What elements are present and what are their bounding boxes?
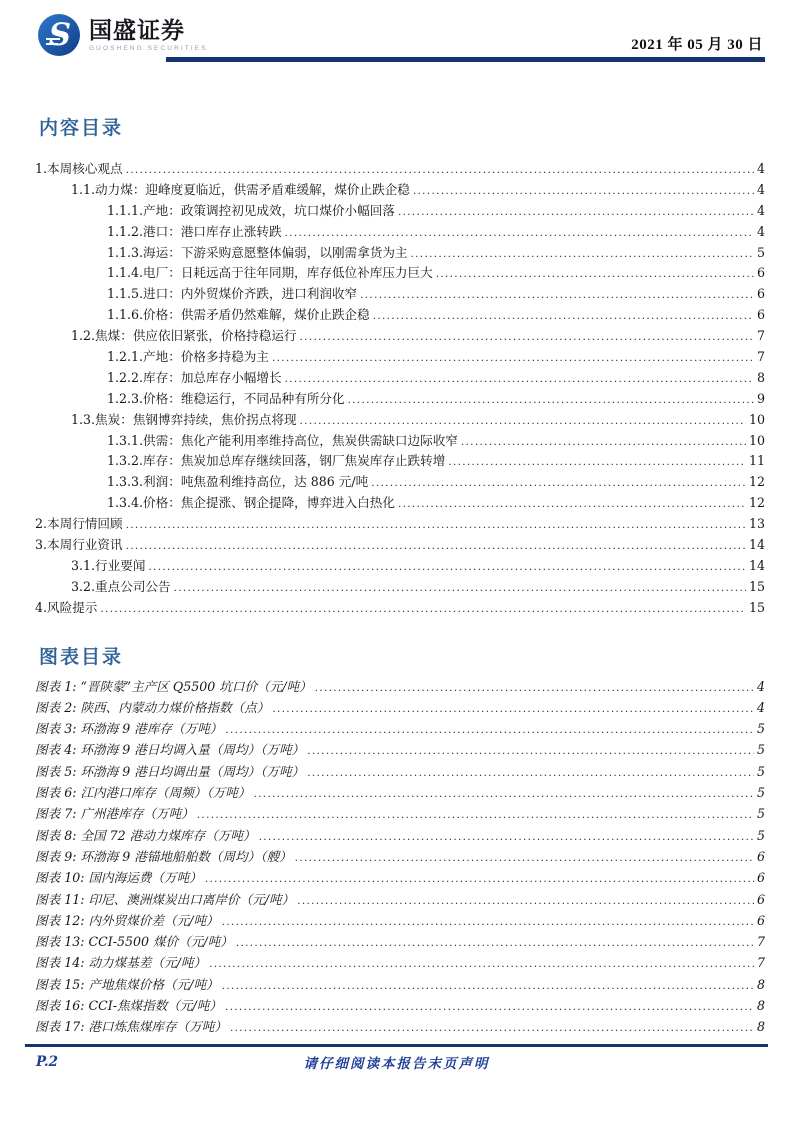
entry-page-number: 6: [756, 265, 765, 281]
figure-entry[interactable]: [35, 910, 765, 931]
toc-entry[interactable]: [35, 158, 765, 179]
entry-label: 图表 3: 环渤海 9 港库存（万吨）: [35, 721, 223, 737]
entry-label: 3.2.重点公司公告: [71, 578, 171, 594]
entry-label: 1.3.2.库存：焦炭加总库存继续回落，钢厂焦炭库存止跌转增: [107, 453, 446, 469]
entry-page-number: 7: [756, 955, 765, 971]
entry-label: 1.1.5.进口：内外贸煤价齐跌，进口利润收窄: [107, 286, 358, 302]
entry-label: 图表 1: “晋陕蒙”主产区 Q5500 坑口价（元/吨）: [35, 678, 312, 694]
entry-label: 1.1.6.价格：供需矛盾仍然难解，煤价止跌企稳: [107, 307, 370, 323]
entry-page-number: 7: [756, 349, 765, 365]
entry-label: 图表 17: 港口炼焦煤库存（万吨）: [35, 1019, 227, 1035]
dot-leader: [373, 310, 754, 322]
entry-page-number: 6: [756, 307, 765, 323]
entry-page-number: 4: [756, 202, 765, 218]
entry-label: 1.3.1.供需：焦化产能利用率维持高位，焦炭供需缺口边际收窄: [107, 432, 458, 448]
dot-leader: [230, 1022, 754, 1034]
entry-label: 1.1.动力煤：迎峰度夏临近，供需矛盾难缓解，煤价止跌企稳: [71, 181, 410, 197]
entry-label: 1.3.3.利润：吨焦盈利维持高位，达 886 元/吨: [107, 474, 369, 490]
toc-entry[interactable]: [35, 262, 765, 283]
entry-page-number: 5: [756, 721, 765, 737]
entry-label: 1.3.4.价格：焦企提涨、钢企提降，博弈进入白热化: [107, 495, 395, 511]
toc-entry[interactable]: [35, 325, 765, 346]
entry-label: 3.1.行业要闻: [71, 557, 146, 573]
figure-entry[interactable]: [35, 676, 765, 697]
entry-label: 1.2.焦煤：供应依旧紧张，价格持稳运行: [71, 328, 297, 344]
dot-leader: [126, 164, 754, 176]
page-content: [0, 116, 793, 1038]
toc-entry[interactable]: [35, 492, 765, 513]
toc-entry[interactable]: [35, 576, 765, 597]
dot-leader: [307, 745, 754, 757]
entry-page-number: 9: [756, 390, 765, 406]
dot-leader: [307, 767, 754, 779]
entry-label: 1.2.2.库存：加总库存小幅增长: [107, 369, 282, 385]
brand-name-en: GUOSHENG SECURITIES: [89, 45, 208, 52]
entry-page-number: 7: [756, 934, 765, 950]
entry-page-number: 6: [756, 286, 765, 302]
entry-page-number: 12: [748, 495, 765, 511]
entry-label: 图表 10: 国内海运费（万吨）: [35, 870, 202, 886]
dot-leader: [300, 415, 746, 427]
entry-page-number: 6: [756, 848, 765, 864]
figure-entry[interactable]: [35, 1016, 765, 1037]
figure-entry[interactable]: [35, 761, 765, 782]
dot-leader: [285, 227, 754, 239]
dot-leader: [448, 456, 746, 468]
dot-leader: [259, 831, 754, 843]
dot-leader: [398, 498, 746, 510]
entry-page-number: 10: [748, 411, 765, 427]
dot-leader: [285, 373, 754, 385]
dot-leader: [348, 394, 754, 406]
figure-entry[interactable]: [35, 782, 765, 803]
dot-leader: [126, 519, 746, 531]
entry-page-number: 11: [748, 453, 765, 469]
entry-page-number: 12: [748, 474, 765, 490]
dot-leader: [272, 352, 754, 364]
entry-page-number: 4: [756, 181, 765, 197]
dot-leader: [148, 561, 746, 573]
toc-entry[interactable]: [35, 200, 765, 221]
figure-entry[interactable]: [35, 739, 765, 760]
entry-page-number: 6: [756, 912, 765, 928]
entry-label: 图表 4: 环渤海 9 港日均调入量（周均）（万吨）: [35, 742, 305, 758]
toc-entry[interactable]: [35, 409, 765, 430]
guosheng-logo-icon: [36, 12, 82, 58]
entry-label: 图表 13: CCI-5500 煤价（元/吨）: [35, 934, 233, 950]
header-divider: [166, 57, 765, 62]
entry-page-number: 15: [748, 599, 765, 615]
entry-label: 4.风险提示: [35, 599, 98, 615]
entry-page-number: 5: [756, 827, 765, 843]
entry-label: 1.本周核心观点: [35, 161, 123, 176]
entry-page-number: 6: [756, 870, 765, 886]
figure-entry[interactable]: [35, 995, 765, 1016]
brand-logo: [36, 12, 208, 58]
entry-label: 图表 6: 江内港口库存（周频）（万吨）: [35, 785, 251, 801]
dot-leader: [315, 682, 754, 694]
dot-leader: [205, 873, 754, 885]
svg-text:S: S: [48, 17, 72, 53]
dot-leader: [300, 331, 754, 343]
dot-leader: [413, 185, 754, 197]
dot-leader: [297, 895, 754, 907]
entry-page-number: 13: [748, 516, 765, 532]
dot-leader: [225, 724, 754, 736]
dot-leader: [371, 477, 746, 489]
entry-page-number: 4: [756, 678, 765, 694]
entry-label: 图表 5: 环渤海 9 港日均调出量（周均）（万吨）: [35, 763, 305, 779]
entry-label: 图表 7: 广州港库存（万吨）: [35, 806, 194, 822]
toc-entry[interactable]: [35, 471, 765, 492]
toc-entry[interactable]: [35, 179, 765, 200]
dot-leader: [174, 582, 746, 594]
entry-page-number: 5: [756, 742, 765, 758]
entry-page-number: 8: [756, 369, 765, 385]
entry-label: 图表 9: 环渤海 9 港锚地船舶数（周均）（艘）: [35, 848, 292, 864]
dot-leader: [225, 1001, 754, 1013]
entry-page-number: 5: [756, 244, 765, 260]
toc-entry[interactable]: [35, 388, 765, 409]
entry-page-number: 7: [756, 328, 765, 344]
page-number: P.2: [36, 1054, 59, 1070]
toc-entry[interactable]: [35, 430, 765, 451]
entry-page-number: 10: [748, 432, 765, 448]
toc-entry[interactable]: [35, 367, 765, 388]
toc-entry[interactable]: [35, 283, 765, 304]
entry-page-number: 15: [748, 578, 765, 594]
entry-page-number: 6: [756, 891, 765, 907]
figure-entry[interactable]: [35, 718, 765, 739]
dot-leader: [411, 248, 754, 260]
entry-label: 1.1.2.港口：港口库存止涨转跌: [107, 223, 282, 239]
toc-entry[interactable]: [35, 555, 765, 576]
figure-entry[interactable]: [35, 952, 765, 973]
toc-entry[interactable]: [35, 346, 765, 367]
toc-entry[interactable]: [35, 450, 765, 471]
entry-label: 图表 15: 产地焦煤价格（元/吨）: [35, 976, 219, 992]
dot-leader: [295, 852, 754, 864]
entry-page-number: 4: [756, 161, 765, 176]
dot-leader: [236, 937, 754, 949]
entry-label: 图表 14: 动力煤基差（元/吨）: [35, 955, 207, 971]
dot-leader: [197, 809, 754, 821]
figure-entry[interactable]: [35, 867, 765, 888]
entry-page-number: 14: [748, 557, 765, 573]
entry-label: 1.1.1.产地：政策调控初见成效，坑口煤价小幅回落: [107, 202, 395, 218]
entry-label: 图表 12: 内外贸煤价差（元/吨）: [35, 912, 219, 928]
dot-leader: [436, 268, 754, 280]
contents-heading: 内容目录: [39, 117, 124, 139]
dot-leader: [253, 788, 754, 800]
entry-page-number: 8: [756, 998, 765, 1014]
brand-text: [89, 18, 208, 52]
entry-page-number: 4: [756, 699, 765, 715]
dot-leader: [222, 916, 754, 928]
entry-label: 图表 11: 印尼、澳洲煤炭出口离岸价（元/吨）: [35, 891, 295, 907]
entry-label: 1.1.3.海运：下游采购意愿整体偏弱，以刚需拿货为主: [107, 244, 408, 260]
brand-name-cn: 国盛证券: [89, 17, 185, 43]
entry-page-number: 5: [756, 763, 765, 779]
toc-entry[interactable]: [35, 597, 765, 618]
toc-entry[interactable]: [35, 242, 765, 263]
entry-label: 1.2.1.产地：价格多持稳为主: [107, 349, 269, 365]
figure-entry[interactable]: [35, 889, 765, 910]
figure-entry[interactable]: [35, 825, 765, 846]
toc-entry[interactable]: [35, 534, 765, 555]
entry-label: 图表 8: 全国 72 港动力煤库存（万吨）: [35, 827, 256, 843]
figures-list: [35, 676, 765, 1038]
toc-entry[interactable]: [35, 513, 765, 534]
figure-entry[interactable]: [35, 803, 765, 824]
figure-entry[interactable]: [35, 931, 765, 952]
page-footer: [25, 1044, 768, 1072]
contents-list: [35, 158, 765, 618]
figure-entry[interactable]: [35, 846, 765, 867]
figure-entry[interactable]: [35, 974, 765, 995]
entry-label: 3.本周行业资讯: [35, 537, 123, 553]
entry-label: 1.1.4.电厂：日耗远高于往年同期，库存低位补库压力巨大: [107, 265, 433, 281]
entry-page-number: 14: [748, 537, 765, 553]
dot-leader: [360, 289, 754, 301]
entry-page-number: 8: [756, 1019, 765, 1035]
figure-entry[interactable]: [35, 697, 765, 718]
toc-entry[interactable]: [35, 221, 765, 242]
dot-leader: [100, 603, 746, 615]
entry-page-number: 5: [756, 785, 765, 801]
dot-leader: [272, 703, 754, 715]
entry-label: 1.2.3.价格：维稳运行，不同品种有所分化: [107, 390, 345, 406]
entry-label: 图表 16: CCI-焦煤指数（元/吨）: [35, 998, 222, 1014]
figures-heading: 图表目录: [39, 645, 124, 668]
footer-disclaimer: 请仔细阅读本报告末页声明: [303, 1056, 490, 1072]
entry-page-number: 4: [756, 223, 765, 239]
entry-label: 图表 2: 陕西、内蒙动力煤价格指数（点）: [35, 699, 270, 715]
report-header: [0, 0, 793, 62]
dot-leader: [461, 436, 746, 448]
report-date: 2021 年 05 月 30 日: [631, 37, 763, 53]
entry-label: 2.本周行情回顾: [35, 516, 123, 532]
dot-leader: [209, 958, 754, 970]
entry-page-number: 5: [756, 806, 765, 822]
dot-leader: [126, 540, 746, 552]
dot-leader: [222, 980, 754, 992]
entry-page-number: 8: [756, 976, 765, 992]
toc-entry[interactable]: [35, 304, 765, 325]
entry-label: 1.3.焦炭：焦钢博弈持续，焦价拐点将现: [71, 411, 297, 427]
dot-leader: [398, 206, 754, 218]
